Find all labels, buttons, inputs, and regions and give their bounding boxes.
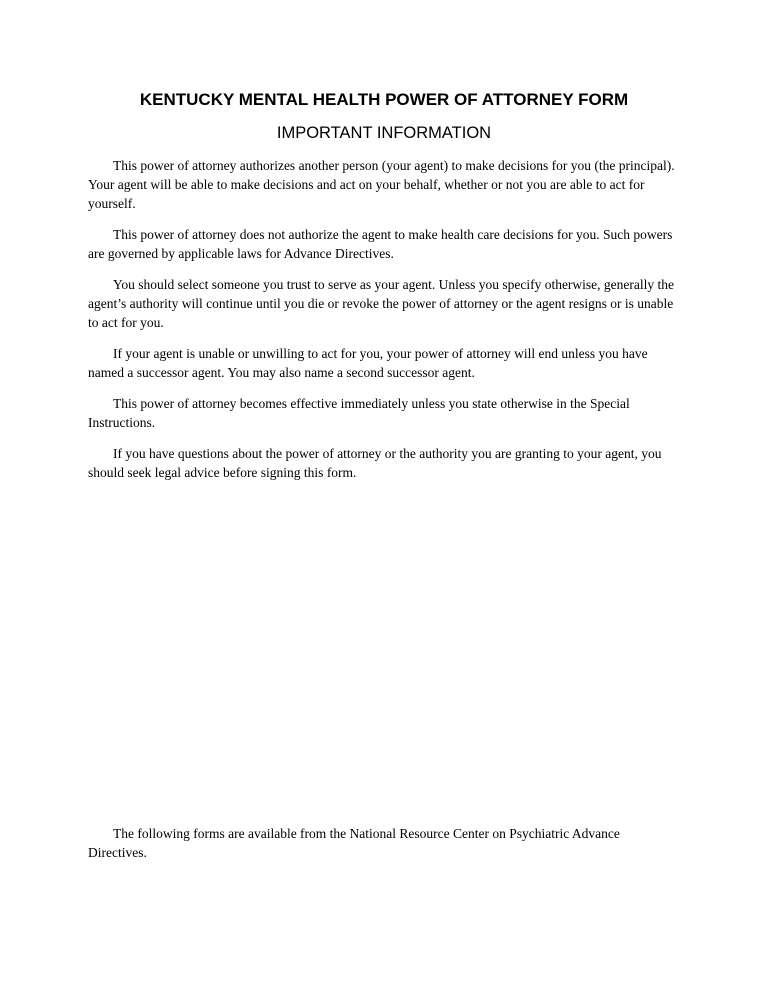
- paragraph-seek-legal-advice: If you have questions about the power of attorney or the authority you are granting to your agent, you should seek legal advice before signing this form.: [88, 446, 662, 480]
- paragraph-authorizes-agent: This power of attorney authorizes another person (your agent) to make decisions for you (the principal). Your agent will be able to make decisions and act on your behalf, whether or not you are able to act for yourself.: [88, 158, 675, 211]
- paragraph-select-agent: You should select someone you trust to serve as your agent. Unless you specify otherwise, generally the agent’s authority will continue until you die or revoke the power of attorney or the agent resigns or is unable to act for you.: [88, 277, 675, 330]
- paragraph-successor-agent: If your agent is unable or unwilling to act for you, your power of attorney will end unless you have named a successor agent. You may also name a second successor agent.: [88, 346, 648, 380]
- document-title: KENTUCKY MENTAL HEALTH POWER OF ATTORNEY FORM: [139, 90, 629, 109]
- document-subtitle: IMPORTANT INFORMATION: [276, 124, 492, 142]
- document-body: [88, 156, 680, 482]
- paragraph-effective-immediately: This power of attorney becomes effective immediately unless you state otherwise in the Special Instructions.: [88, 396, 630, 430]
- paragraph-available-forms: The following forms are available from the National Resource Center on Psychiatric Advance Directives.: [88, 826, 620, 860]
- paragraph-no-health-care-decisions: This power of attorney does not authorize the agent to make health care decisions for you. Such powers are governed by applicable laws for Advance Directives.: [88, 227, 673, 261]
